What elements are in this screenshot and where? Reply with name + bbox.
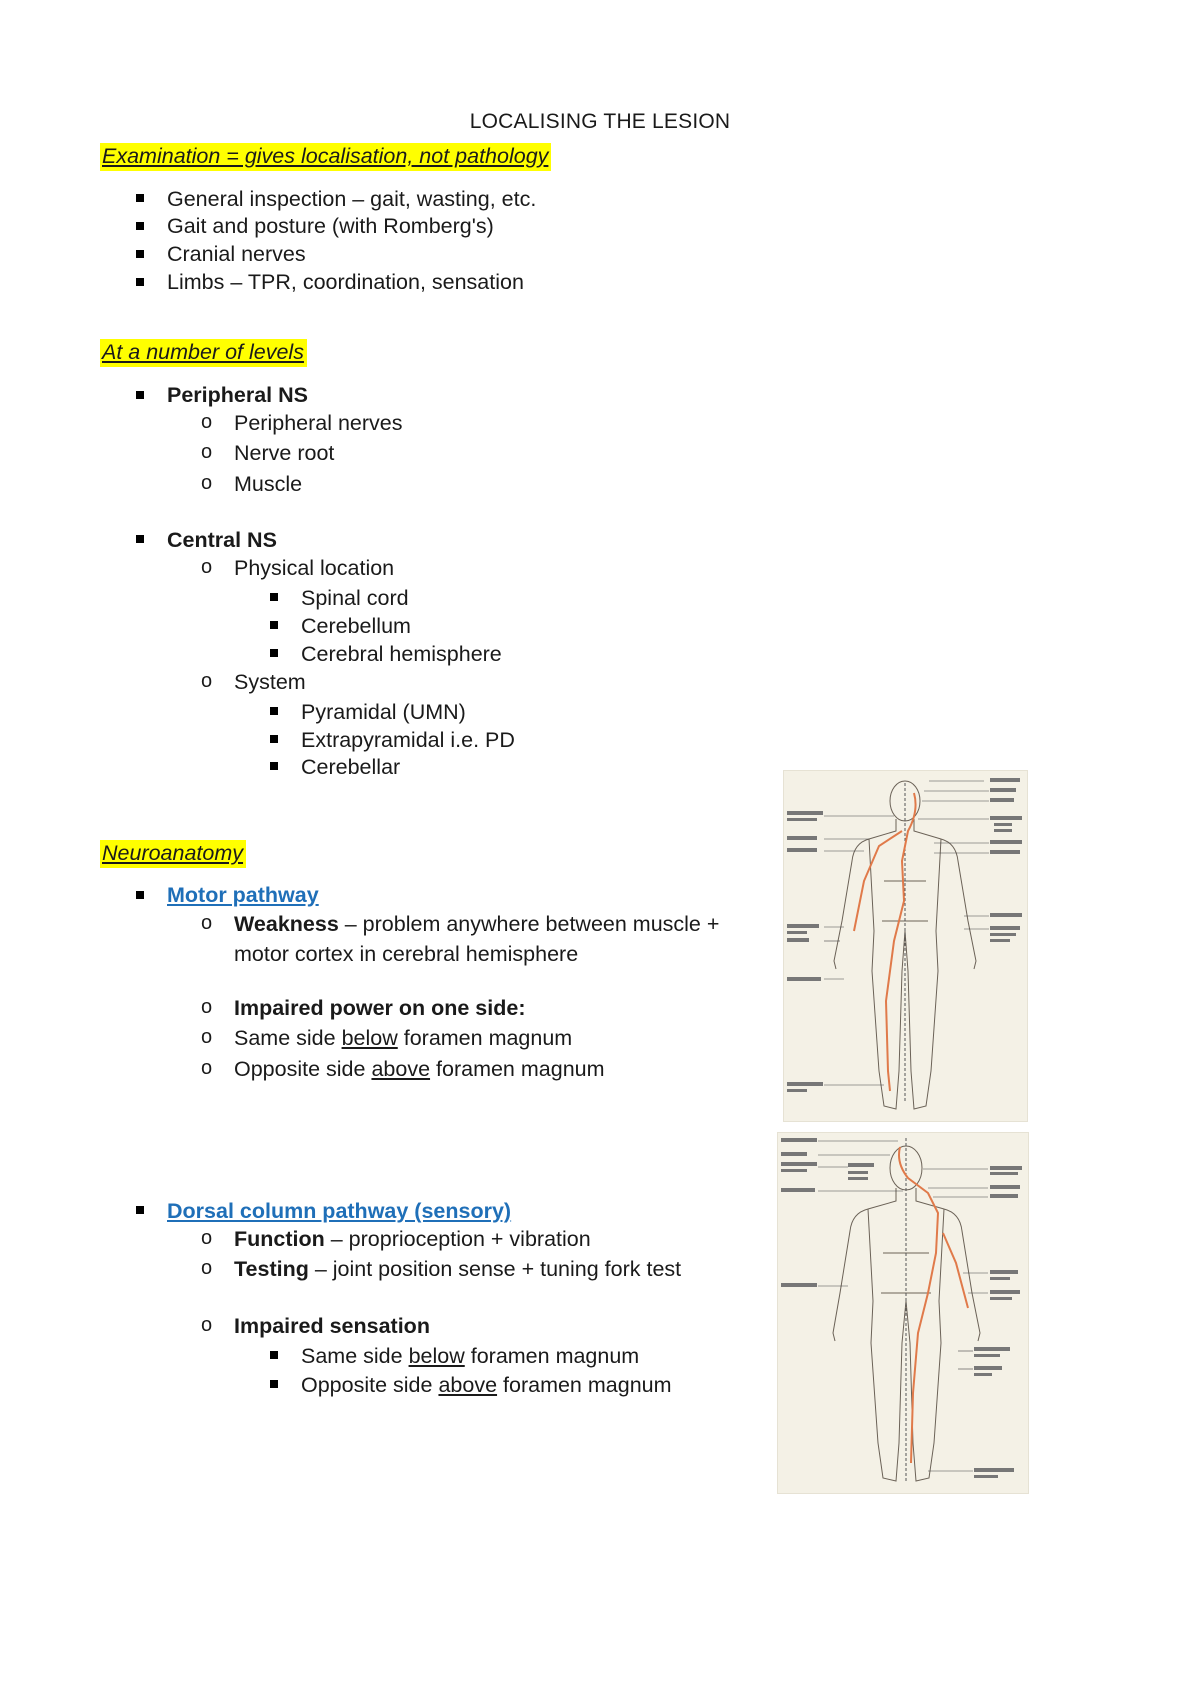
dorsal-opposite-side: [301, 1372, 672, 1398]
bullet-square-icon: [136, 535, 144, 543]
weakness-line: [234, 911, 719, 937]
physical-item: Cerebral hemisphere: [301, 642, 502, 666]
physical-item: Cerebellum: [301, 614, 411, 638]
bullet-square-icon: [136, 1206, 144, 1214]
bullet-circle-icon: o: [201, 441, 213, 463]
testing-line: [234, 1256, 681, 1282]
bullet-square-icon: [270, 1351, 278, 1359]
bullet-square-icon: [136, 250, 144, 258]
motor-same-side: [234, 1025, 572, 1051]
bullet-square-icon: [270, 593, 278, 601]
bullet-circle-icon: o: [201, 1057, 213, 1079]
impaired-power-label: Impaired power on one side:: [234, 996, 526, 1020]
text-span: foramen magnum: [397, 1026, 573, 1050]
bullet-square-icon: [270, 649, 278, 657]
motor-pathway-figure: [783, 770, 1028, 1122]
dorsal-same-side: [301, 1343, 639, 1369]
peripheral-ns-label: Peripheral NS: [167, 383, 308, 407]
exam-item-1: General inspection – gait, wasting, etc.: [167, 187, 537, 211]
system-item: Pyramidal (UMN): [301, 700, 466, 724]
underlined-word: above: [438, 1373, 498, 1397]
bullet-circle-icon: o: [201, 411, 213, 433]
bullet-circle-icon: o: [201, 1026, 213, 1048]
bullet-square-icon: [136, 278, 144, 286]
system-item: Extrapyramidal i.e. PD: [301, 728, 515, 752]
bullet-circle-icon: o: [201, 996, 213, 1018]
dorsal-column-figure: [777, 1132, 1029, 1494]
physical-item: Spinal cord: [301, 586, 409, 610]
weakness-line-2: motor cortex in cerebral hemisphere: [234, 942, 579, 966]
bullet-square-icon: [270, 621, 278, 629]
text-span: Opposite side: [301, 1373, 439, 1397]
motor-pathway-link[interactable]: Motor pathway: [167, 883, 319, 907]
exam-item-3: Cranial nerves: [167, 242, 306, 266]
exam-item-4: Limbs – TPR, coordination, sensation: [167, 270, 524, 294]
underlined-word: above: [371, 1057, 431, 1081]
bullet-square-icon: [270, 1380, 278, 1388]
text-span: Same side: [234, 1026, 342, 1050]
bullet-square-icon: [136, 194, 144, 202]
dorsal-column-link[interactable]: Dorsal column pathway (sensory): [167, 1199, 512, 1223]
weakness-term: Weakness: [234, 912, 339, 936]
testing-term: Testing: [234, 1257, 309, 1281]
function-text: – proprioception + vibration: [324, 1227, 591, 1251]
physical-location-label: Physical location: [234, 556, 395, 580]
underlined-word: below: [408, 1344, 465, 1368]
bullet-square-icon: [136, 891, 144, 899]
bullet-circle-icon: o: [201, 1257, 213, 1279]
function-line: [234, 1226, 591, 1252]
bullet-circle-icon: o: [201, 670, 213, 692]
motor-body-diagram: [784, 771, 1027, 1121]
bullet-circle-icon: o: [201, 912, 213, 934]
text-span: foramen magnum: [497, 1373, 672, 1397]
page-title: LOCALISING THE LESION: [469, 110, 731, 133]
bullet-square-icon: [136, 391, 144, 399]
levels-heading: At a number of levels: [100, 339, 307, 367]
bullet-square-icon: [270, 735, 278, 743]
bullet-circle-icon: o: [201, 1227, 213, 1249]
neuro-heading: Neuroanatomy: [100, 840, 246, 868]
exam-item-2: Gait and posture (with Romberg's): [167, 214, 494, 238]
weakness-text: – problem anywhere between muscle +: [338, 912, 720, 936]
dorsal-body-diagram: [778, 1133, 1028, 1493]
bullet-square-icon: [270, 707, 278, 715]
underlined-word: below: [341, 1026, 398, 1050]
bullet-circle-icon: o: [201, 1314, 213, 1336]
central-ns-label: Central NS: [167, 528, 277, 552]
system-label: System: [234, 670, 306, 694]
peripheral-item: Peripheral nerves: [234, 411, 403, 435]
text-span: Opposite side: [234, 1057, 372, 1081]
exam-heading: Examination = gives localisation, not pathology: [100, 143, 551, 171]
motor-opposite-side: [234, 1056, 605, 1082]
bullet-circle-icon: o: [201, 556, 213, 578]
impaired-sensation-label: Impaired sensation: [234, 1314, 430, 1338]
text-span: Same side: [301, 1344, 409, 1368]
text-span: foramen magnum: [464, 1344, 640, 1368]
bullet-square-icon: [270, 762, 278, 770]
peripheral-item: Muscle: [234, 472, 303, 496]
system-item: Cerebellar: [301, 755, 401, 779]
text-span: foramen magnum: [430, 1057, 605, 1081]
testing-text: – joint position sense + tuning fork test: [308, 1257, 682, 1281]
bullet-circle-icon: o: [201, 472, 213, 494]
function-term: Function: [234, 1227, 325, 1251]
bullet-square-icon: [136, 222, 144, 230]
peripheral-item: Nerve root: [234, 441, 335, 465]
